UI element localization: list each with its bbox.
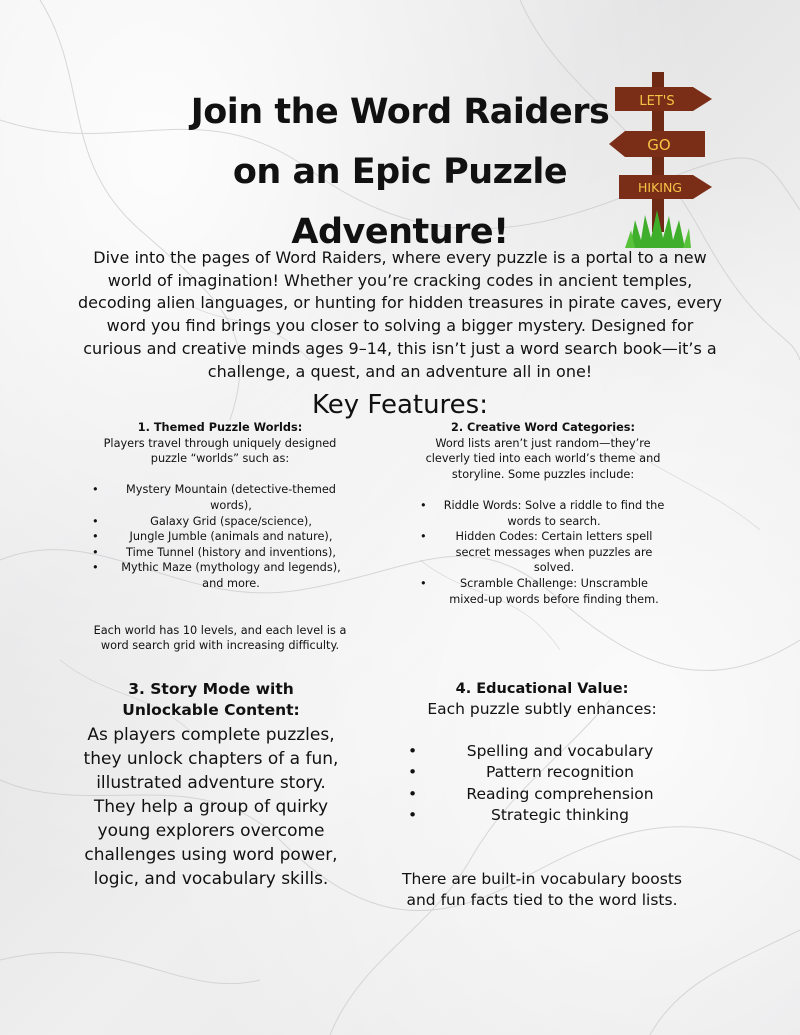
title-line-3: Adventure! [291, 212, 509, 252]
list-item: • Jungle Jumble (animals and nature), [114, 529, 348, 545]
grass-icon [625, 210, 691, 248]
sign-text-hiking: HIKING [637, 180, 683, 195]
sign-text-go: GO [647, 136, 671, 154]
list-item: • Strategic thinking [400, 805, 684, 827]
feature-4-footer: There are built-in vocabulary boosts and fun facts tied to the word lists. [402, 869, 682, 909]
feature-3-heading [80, 679, 342, 721]
feature-2-list [420, 498, 666, 607]
hiking-signpost-illustration [605, 70, 715, 250]
list-item: • Reading comprehension [400, 784, 684, 806]
feature-1-footer: Each world has 10 levels, and each level is a word search grid with increasing difficulty. [93, 623, 347, 653]
feature-2-heading: 2. Creative Word Categories: [450, 421, 636, 434]
page-title [170, 82, 630, 262]
feature-4-list [400, 741, 684, 827]
feature-1-heading: 1. Themed Puzzle Worlds: [137, 421, 303, 434]
feature-4-subheading: Each puzzle subtly enhances: [427, 700, 657, 718]
feature-themed-worlds [92, 420, 348, 654]
list-item: • Scramble Challenge: Unscramble mixed-up words before finding them. [442, 576, 666, 607]
list-item: • Galaxy Grid (space/science), [114, 514, 348, 530]
list-item: • Mythic Maze (mythology and legends), and more. [114, 560, 348, 591]
sign-text-lets: LET'S [639, 94, 675, 109]
list-item: • Time Tunnel (history and inventions), [114, 545, 348, 561]
list-item: • Spelling and vocabulary [400, 741, 684, 763]
list-item: • Mystery Mountain (detective-themed words), [114, 482, 348, 513]
title-line-2: on an Epic Puzzle [232, 152, 568, 192]
list-item: • Pattern recognition [400, 762, 684, 784]
list-item: • Riddle Words: Solve a riddle to find the words to search. [442, 498, 666, 529]
feature-educational-value [400, 679, 684, 912]
feature-2-intro: Word lists aren’t just random—they’re cleverly tied into each world’s theme and storyline. Some puzzles include: [425, 436, 661, 481]
feature-1-intro: Players travel through uniquely designed puzzle “worlds” such as: [103, 436, 337, 466]
feature-4-heading: 4. Educational Value: [455, 681, 629, 697]
feature-story-mode [80, 679, 342, 891]
list-item: • Hidden Codes: Certain letters spell secret messages when puzzles are solved. [442, 529, 666, 576]
feature-3-heading-line-2: Unlockable Content: [122, 701, 300, 719]
intro-paragraph: Dive into the pages of Word Raiders, where every puzzle is a portal to a new world of imagination! Whether you’re cracking codes in ancient temples, decoding alien languages, or hunting for hidden treasures in pirate caves, every word you find brings you closer to solving a bigger mystery. Designed for curious and creative minds ages 9–14, this isn’t just a word search book—it’s a challenge, a quest, and an adventure all in one! [78, 248, 722, 381]
feature-1-list [92, 482, 348, 591]
title-line-1: Join the Word Raiders [190, 92, 610, 132]
feature-3-body: As players complete puzzles, they unlock chapters of a fun, illustrated adventure story. They help a group of quirky young explorers overcome challenges using word power, logic, and vocabulary skills. [83, 725, 339, 889]
key-features-heading: Key Features: [312, 390, 488, 420]
feature-3-heading-line-1: 3. Story Mode with [128, 680, 294, 698]
feature-word-categories [420, 420, 666, 607]
